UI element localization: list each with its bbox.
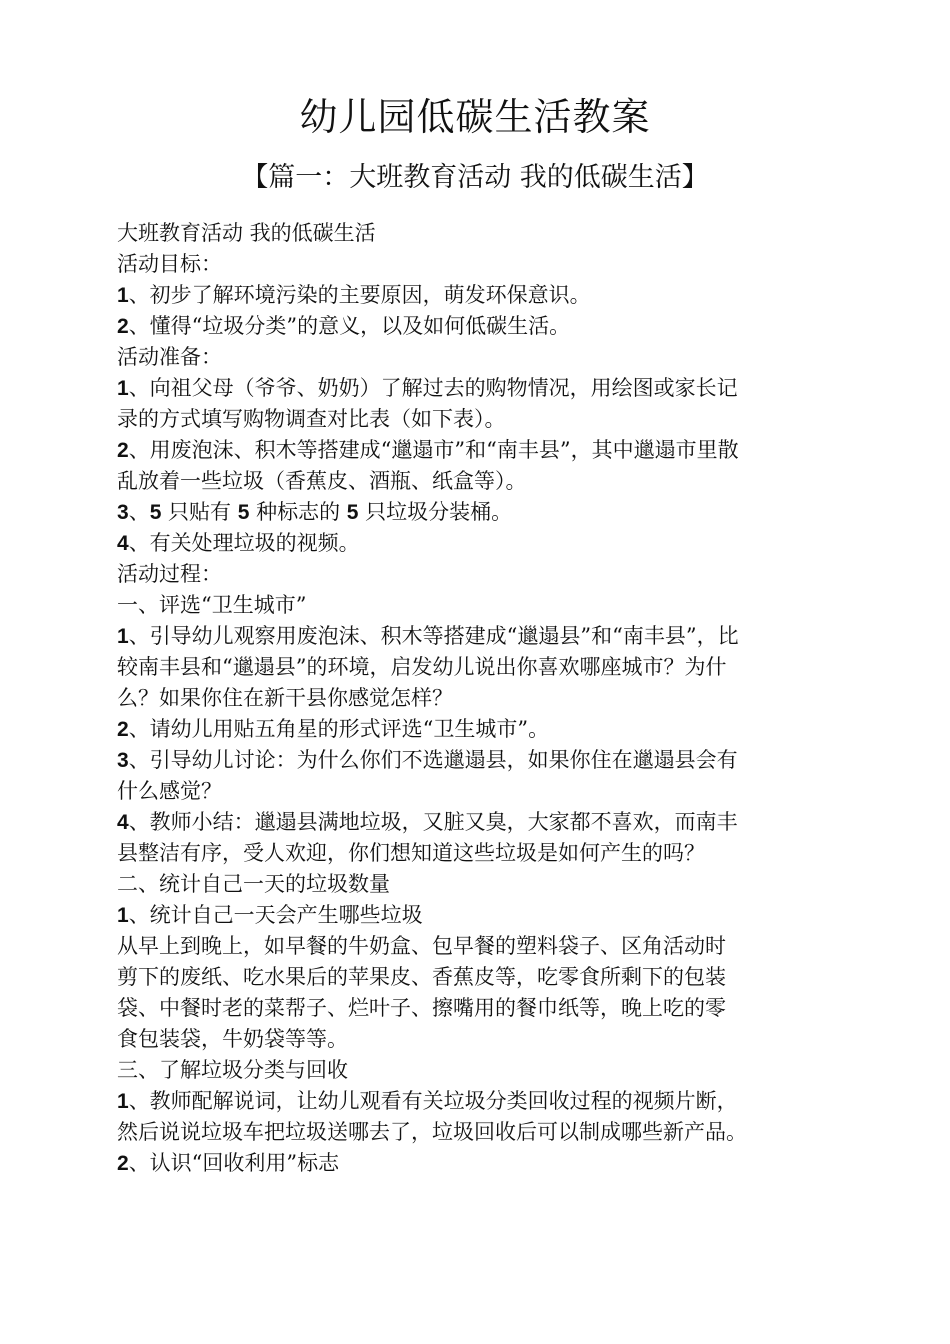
- text-line: 二、统计自己一天的垃圾数量: [117, 872, 390, 896]
- text-line: 食包装袋，牛奶袋等等。: [117, 1027, 348, 1051]
- text-line: 什么感觉？: [117, 779, 222, 803]
- text-line: 县整洁有序，受人欢迎，你们想知道这些垃圾是如何产生的吗？: [117, 841, 705, 865]
- text-line: 4、有关处理垃圾的视频。: [117, 531, 360, 555]
- text-line: 2、认识“回收利用”标志: [117, 1151, 340, 1175]
- text-line: 袋、中餐时老的菜帮子、烂叶子、擦嘴用的餐巾纸等，晚上吃的零: [117, 996, 726, 1020]
- text-line: 录的方式填写购物调查对比表（如下表）。: [117, 407, 506, 431]
- text-line: 3、引导幼儿讨论：为什么你们不选邋遢县，如果你住在邋遢县会有: [117, 748, 738, 772]
- text-line: 一、评选“卫生城市”: [117, 593, 307, 617]
- text-line: 剪下的废纸、吃水果后的苹果皮、香蕉皮等，吃零食所剩下的包装: [117, 965, 726, 989]
- text-line: 从早上到晚上，如早餐的牛奶盒、包早餐的塑料袋子、区角活动时: [117, 934, 726, 958]
- text-line: 三、了解垃圾分类与回收: [117, 1058, 348, 1082]
- text-line: 然后说说垃圾车把垃圾送哪去了，垃圾回收后可以制成哪些新产品。: [117, 1120, 747, 1144]
- text-line: 乱放着一些垃圾（香蕉皮、酒瓶、纸盒等）。: [117, 469, 527, 493]
- text-line: 4、教师小结：邋遢县满地垃圾，又脏又臭，大家都不喜欢，而南丰: [117, 810, 738, 834]
- document-title: 幼儿园低碳生活教案: [299, 95, 651, 139]
- document-body: [117, 218, 867, 1179]
- text-line: 1、引导幼儿观察用废泡沫、积木等搭建成“邋遢县”和“南丰县”，比: [117, 624, 739, 648]
- text-line: 1、教师配解说词，让幼儿观看有关垃圾分类回收过程的视频片断，: [117, 1089, 738, 1113]
- text-line: 么？如果你住在新干县你感觉怎样？: [117, 686, 453, 710]
- document-subtitle: 【篇一：大班教育活动 我的低碳生活】: [241, 162, 709, 193]
- text-line: 2、懂得“垃圾分类”的意义，以及如何低碳生活。: [117, 314, 571, 338]
- text-line: 较南丰县和“邋遢县”的环境，启发幼儿说出你喜欢哪座城市？为什: [117, 655, 727, 679]
- text-line: 1、统计自己一天会产生哪些垃圾: [117, 903, 423, 927]
- text-line: 2、用废泡沫、积木等搭建成“邋遢市”和“南丰县”，其中邋遢市里散: [117, 438, 739, 462]
- text-line: 2、请幼儿用贴五角星的形式评选“卫生城市”。: [117, 717, 550, 741]
- text-line: 大班教育活动 我的低碳生活: [117, 221, 376, 245]
- text-line: 活动准备：: [117, 345, 222, 369]
- text-line: 1、初步了解环境污染的主要原因，萌发环保意识。: [117, 283, 591, 307]
- text-line: 1、向祖父母（爷爷、奶奶）了解过去的购物情况，用绘图或家长记: [117, 376, 738, 400]
- text-line: 3、5 只贴有 5 种标志的 5 只垃圾分装桶。: [117, 500, 513, 524]
- text-line: 活动目标：: [117, 252, 222, 276]
- text-line: 活动过程：: [117, 562, 222, 586]
